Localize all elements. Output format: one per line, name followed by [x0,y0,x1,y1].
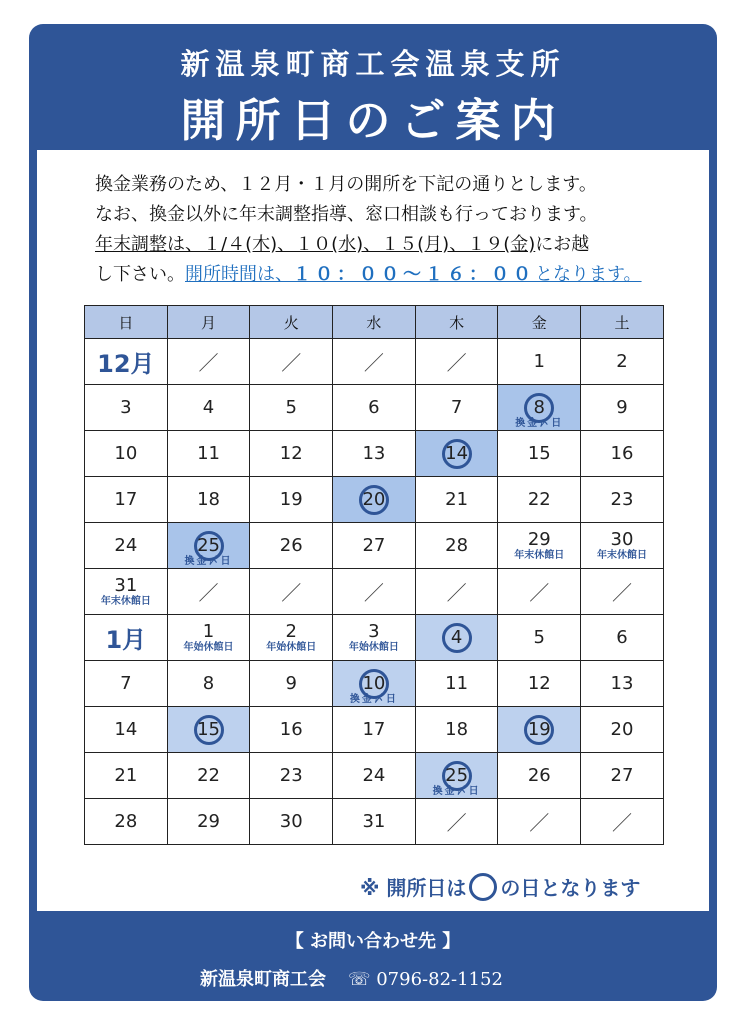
day-number: 11 [445,673,469,694]
day-cell-mon [167,661,250,707]
calendar-week-row [85,707,664,753]
calendar-table [84,305,664,845]
open-day-cell [415,615,498,661]
day-cell-sat [581,661,664,707]
weekday-sun: 日 [85,306,168,339]
day-number: 29 [527,529,551,550]
calendar-week-row [85,615,664,661]
day-cell-fri [498,753,581,799]
day-number: 10 [359,669,389,699]
legend-prefix: ※ 開所日は [360,876,467,900]
hours-label-a: 開所時間は、 [185,264,293,285]
day-cell-tue [250,385,333,431]
day-number: 20 [610,719,634,740]
open-day-cell [333,477,416,523]
day-number: 2 [616,351,628,372]
page-title: 開所日のご案内 [180,94,566,147]
day-number: 31 [114,575,138,596]
day-number: 30 [279,811,303,832]
day-number: 2 [285,621,297,642]
day-number: 24 [362,765,386,786]
contact-info [200,965,503,991]
day-number: 26 [527,765,551,786]
day-number: 4 [442,623,472,653]
day-number: 22 [527,489,551,510]
hours-time: １０：００～１６：００ [293,264,535,285]
day-number: 8 [202,673,215,694]
title-line1: 新温泉町商工会温泉支所 [180,47,566,81]
day-number: 18 [197,489,220,510]
day-cell-tue [250,431,333,477]
exchange-deadline-note: 換金〆日 [432,786,481,797]
weekday-tue: 火 [250,306,333,339]
day-number: 5 [533,627,545,648]
day-cell-mon [167,799,250,845]
day-number: 4 [202,397,215,418]
day-number: 9 [616,397,628,418]
day-cell-tue [250,753,333,799]
open-day-cell [498,385,581,431]
day-number: 9 [285,673,297,694]
empty-slash: ／ [446,811,467,835]
weekday-sat: 土 [581,306,664,339]
calendar-week-row [85,661,664,707]
day-cell-sun [85,477,168,523]
day-number: 1 [533,351,545,372]
calendar-week-row [85,753,664,799]
day-number: 17 [362,719,386,740]
weekday-fri: 金 [498,306,581,339]
day-cell-thu [415,661,498,707]
day-number: 27 [610,765,634,786]
intro-line1: 換金業務のため、１２月・１月の開所を下記の通りとします。 [95,174,597,195]
calendar-week-row [85,523,664,569]
day-cell-sun [85,431,168,477]
day-number: 3 [368,621,380,642]
day-cell-thu [415,385,498,431]
day-number: 25 [442,761,472,791]
day-number: 7 [450,397,463,418]
year-end-dates: 年末調整は、１/４(木)、１０(水)、１５(月)、１９(金) [95,234,536,255]
month-label: 12月 [97,350,155,378]
day-number: 12 [527,673,551,694]
day-cell-mon [167,753,250,799]
empty-day-cell [498,569,581,615]
day-number: 6 [368,397,380,418]
year-end-closed-note: 年末休館日 [514,550,565,561]
day-number: 16 [610,443,634,464]
day-number: 11 [197,443,220,464]
day-cell-tue [250,615,333,661]
day-number: 28 [445,535,469,556]
intro-line4 [95,260,642,286]
empty-day-cell [167,569,250,615]
intro-line4-head: し下さい。 [95,264,185,285]
calendar-week-row [85,339,664,385]
day-number: 31 [362,811,386,832]
empty-slash: ／ [198,351,219,375]
empty-slash: ／ [529,581,550,605]
day-number: 16 [279,719,303,740]
day-cell-sun [85,661,168,707]
empty-slash: ／ [363,581,384,605]
empty-day-cell [333,339,416,385]
empty-day-cell [250,339,333,385]
empty-slash: ／ [363,351,384,375]
day-cell-fri [498,661,581,707]
day-number: 23 [610,489,634,510]
day-cell-sat [581,477,664,523]
empty-slash: ／ [281,351,302,375]
day-number: 25 [194,531,224,561]
day-cell-sat [581,707,664,753]
day-number: 17 [114,489,138,510]
contact-heading: 【 お問い合わせ先 】 [285,931,461,952]
day-number: 26 [279,535,303,556]
day-cell-mon [167,615,250,661]
day-number: 30 [610,529,634,550]
weekday-mon: 月 [167,306,250,339]
day-number: 23 [279,765,303,786]
exchange-deadline-note: 換金〆日 [515,418,564,429]
day-cell-tue [250,707,333,753]
day-cell-fri [498,431,581,477]
day-cell-sat [581,523,664,569]
day-cell-sat [581,615,664,661]
legend-suffix: の日となります [500,876,641,900]
open-day-cell [167,523,250,569]
day-number: 15 [194,715,224,745]
day-cell-tue [250,477,333,523]
empty-slash: ／ [198,581,219,605]
day-cell-thu [415,707,498,753]
calendar-week-row [85,799,664,845]
year-end-closed-note: 年末休館日 [100,596,151,607]
day-cell-mon [167,477,250,523]
new-year-closed-note: 年始休館日 [348,642,399,653]
empty-slash: ／ [281,581,302,605]
day-number: 28 [114,811,138,832]
day-cell-sun [85,523,168,569]
day-cell-sun [85,569,168,615]
day-cell-thu [415,477,498,523]
empty-day-cell [415,799,498,845]
empty-slash: ／ [446,351,467,375]
day-cell-wed [333,615,416,661]
empty-day-cell [498,799,581,845]
day-cell-sat [581,753,664,799]
intro-line2: なお、換金以外に年末調整指導、窓口相談も行っております。 [95,204,598,225]
exchange-deadline-note: 換金〆日 [349,694,398,705]
empty-day-cell [415,569,498,615]
day-cell-fri [498,477,581,523]
month-label: 1月 [105,626,147,654]
empty-slash: ／ [446,581,467,605]
day-cell-wed [333,523,416,569]
day-number: 15 [527,443,551,464]
empty-day-cell [415,339,498,385]
day-cell-sat [581,339,664,385]
day-cell-sun [85,385,168,431]
day-number: 19 [279,489,303,510]
day-cell-wed [333,707,416,753]
intro-line3 [95,230,589,256]
day-number: 20 [359,485,389,515]
day-number: 18 [445,719,469,740]
day-cell-thu [415,523,498,569]
month-label-cell [85,339,168,385]
day-cell-wed [333,753,416,799]
day-cell-fri [498,523,581,569]
day-number: 10 [114,443,138,464]
day-number: 1 [202,621,215,642]
intro-line3-tail: にお越 [535,234,590,255]
empty-slash: ／ [611,581,632,605]
empty-day-cell [250,569,333,615]
open-day-cell [415,753,498,799]
day-cell-fri [498,615,581,661]
day-number: 12 [279,443,303,464]
weekday-wed: 水 [333,306,416,339]
calendar-week-row [85,569,664,615]
org-name: 新温泉町商工会 [200,969,326,990]
empty-slash: ／ [611,811,632,835]
open-day-cell [415,431,498,477]
day-number: 19 [524,715,554,745]
weekday-thu: 木 [415,306,498,339]
exchange-deadline-note: 換金〆日 [184,556,233,567]
day-cell-tue [250,799,333,845]
day-cell-sat [581,431,664,477]
day-number: 8 [524,393,554,423]
opening-hours [185,264,642,285]
day-cell-mon [167,385,250,431]
day-cell-sun [85,753,168,799]
empty-day-cell [167,339,250,385]
day-cell-wed [333,799,416,845]
calendar-week-row [85,477,664,523]
day-number: 24 [114,535,138,556]
open-day-cell [333,661,416,707]
day-number: 27 [362,535,386,556]
day-number: 6 [616,627,628,648]
phone-number: ☏ 0796-82-1152 [348,969,503,990]
open-day-cell [167,707,250,753]
day-cell-sun [85,799,168,845]
empty-slash: ／ [529,811,550,835]
day-number: 13 [610,673,634,694]
day-cell-mon [167,431,250,477]
open-day-cell [498,707,581,753]
empty-day-cell [333,569,416,615]
day-number: 22 [197,765,220,786]
day-number: 14 [442,439,472,469]
day-cell-tue [250,523,333,569]
legend [360,872,640,901]
calendar-week-row [85,431,664,477]
day-number: 7 [120,673,132,694]
empty-day-cell [581,799,664,845]
circle-icon [469,873,497,901]
weekday-header-row [85,306,664,339]
year-end-closed-note: 年末休館日 [596,550,647,561]
day-cell-fri [498,339,581,385]
day-cell-sat [581,385,664,431]
day-number: 21 [114,765,138,786]
day-cell-wed [333,385,416,431]
day-cell-tue [250,661,333,707]
day-cell-wed [333,431,416,477]
day-number: 5 [285,397,297,418]
day-number: 21 [445,489,469,510]
day-number: 29 [197,811,220,832]
hours-label-b: となります。 [535,264,642,285]
month-label-cell [85,615,168,661]
new-year-closed-note: 年始休館日 [183,642,234,653]
day-number: 14 [114,719,138,740]
day-cell-sun [85,707,168,753]
day-number: 13 [362,443,386,464]
new-year-closed-note: 年始休館日 [266,642,317,653]
empty-day-cell [581,569,664,615]
day-number: 3 [120,397,132,418]
calendar-week-row [85,385,664,431]
